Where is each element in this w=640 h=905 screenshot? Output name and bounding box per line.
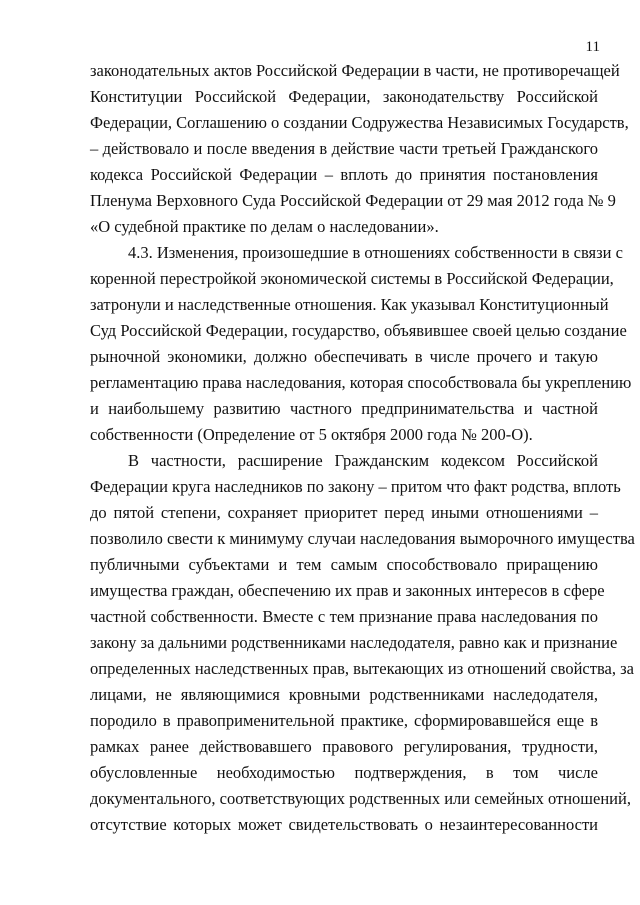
text-line: лицами, не являющимися кровными родственниками наследодателя, [90,685,598,704]
text-line: коренной перестройкой экономической системы в Российской Федерации, [90,269,614,288]
text-line: Федерации, Соглашению о создании Содружества Независимых Государств, [90,113,629,132]
text-line: Пленума Верховного Суда Российской Федерации от 29 мая 2012 года № 9 [90,191,616,210]
text-line: до пятой степени, сохраняет приоритет перед иными отношениями – [90,503,598,522]
paragraph-1 [90,58,629,240]
text-line: обусловленные необходимостью подтверждения, в том числе [90,763,598,782]
text-line: Суд Российской Федерации, государство, объявившее своей целью создание [90,321,627,340]
text-line: затронули и наследственные отношения. Как указывал Конституционный [90,295,609,314]
text-line: позволило свести к минимуму случаи наследования выморочного имущества [90,529,635,548]
text-line: собственности (Определение от 5 октября 2000 года № 200-О). [90,425,533,444]
body-text [90,58,635,838]
text-line: 4.3. Изменения, произошедшие в отношениях собственности в связи с [128,243,623,262]
text-line: регламентацию права наследования, которая способствовала бы укреплению [90,373,632,392]
text-line: Федерации круга наследников по закону – притом что факт родства, вплоть [90,477,621,496]
text-line: Конституции Российской Федерации, законодательству Российской [90,87,598,106]
text-line: рыночной экономики, должно обеспечивать в числе прочего и такую [90,347,598,366]
text-line: В частности, расширение Гражданским кодексом Российской [128,451,598,470]
text-line: законодательных актов Российской Федерации в части, не противоречащей [90,61,620,80]
page-number: 11 [585,39,600,55]
paragraph-2 [90,240,632,448]
paragraph-3 [90,448,635,838]
text-line: публичными субъектами и тем самым способствовало приращению [90,555,598,574]
text-line: и наибольшему развитию частного предпринимательства и частной [90,399,598,418]
text-line: частной собственности. Вместе с тем признание права наследования по [90,607,598,626]
text-line: документального, соответствующих родственных или семейных отношений, [90,789,631,808]
text-line: закону за дальними родственниками наследодателя, равно как и признание [90,633,618,652]
text-line: кодекса Российской Федерации – вплоть до принятия постановления [90,165,598,184]
text-line: породило в правоприменительной практике, сформировавшейся еще в [90,711,598,730]
text-line: рамках ранее действовавшего правового регулирования, трудности, [90,737,598,756]
text-line: имущества граждан, обеспечению их прав и законных интересов в сфере [90,581,605,600]
text-line: «О судебной практике по делам о наследовании». [90,217,439,236]
text-line: отсутствие которых может свидетельствовать о незаинтересованности [90,815,598,834]
text-line: определенных наследственных прав, вытекающих из отношений свойства, за [90,659,634,678]
text-line: – действовало и после введения в действие части третьей Гражданского [90,139,598,158]
